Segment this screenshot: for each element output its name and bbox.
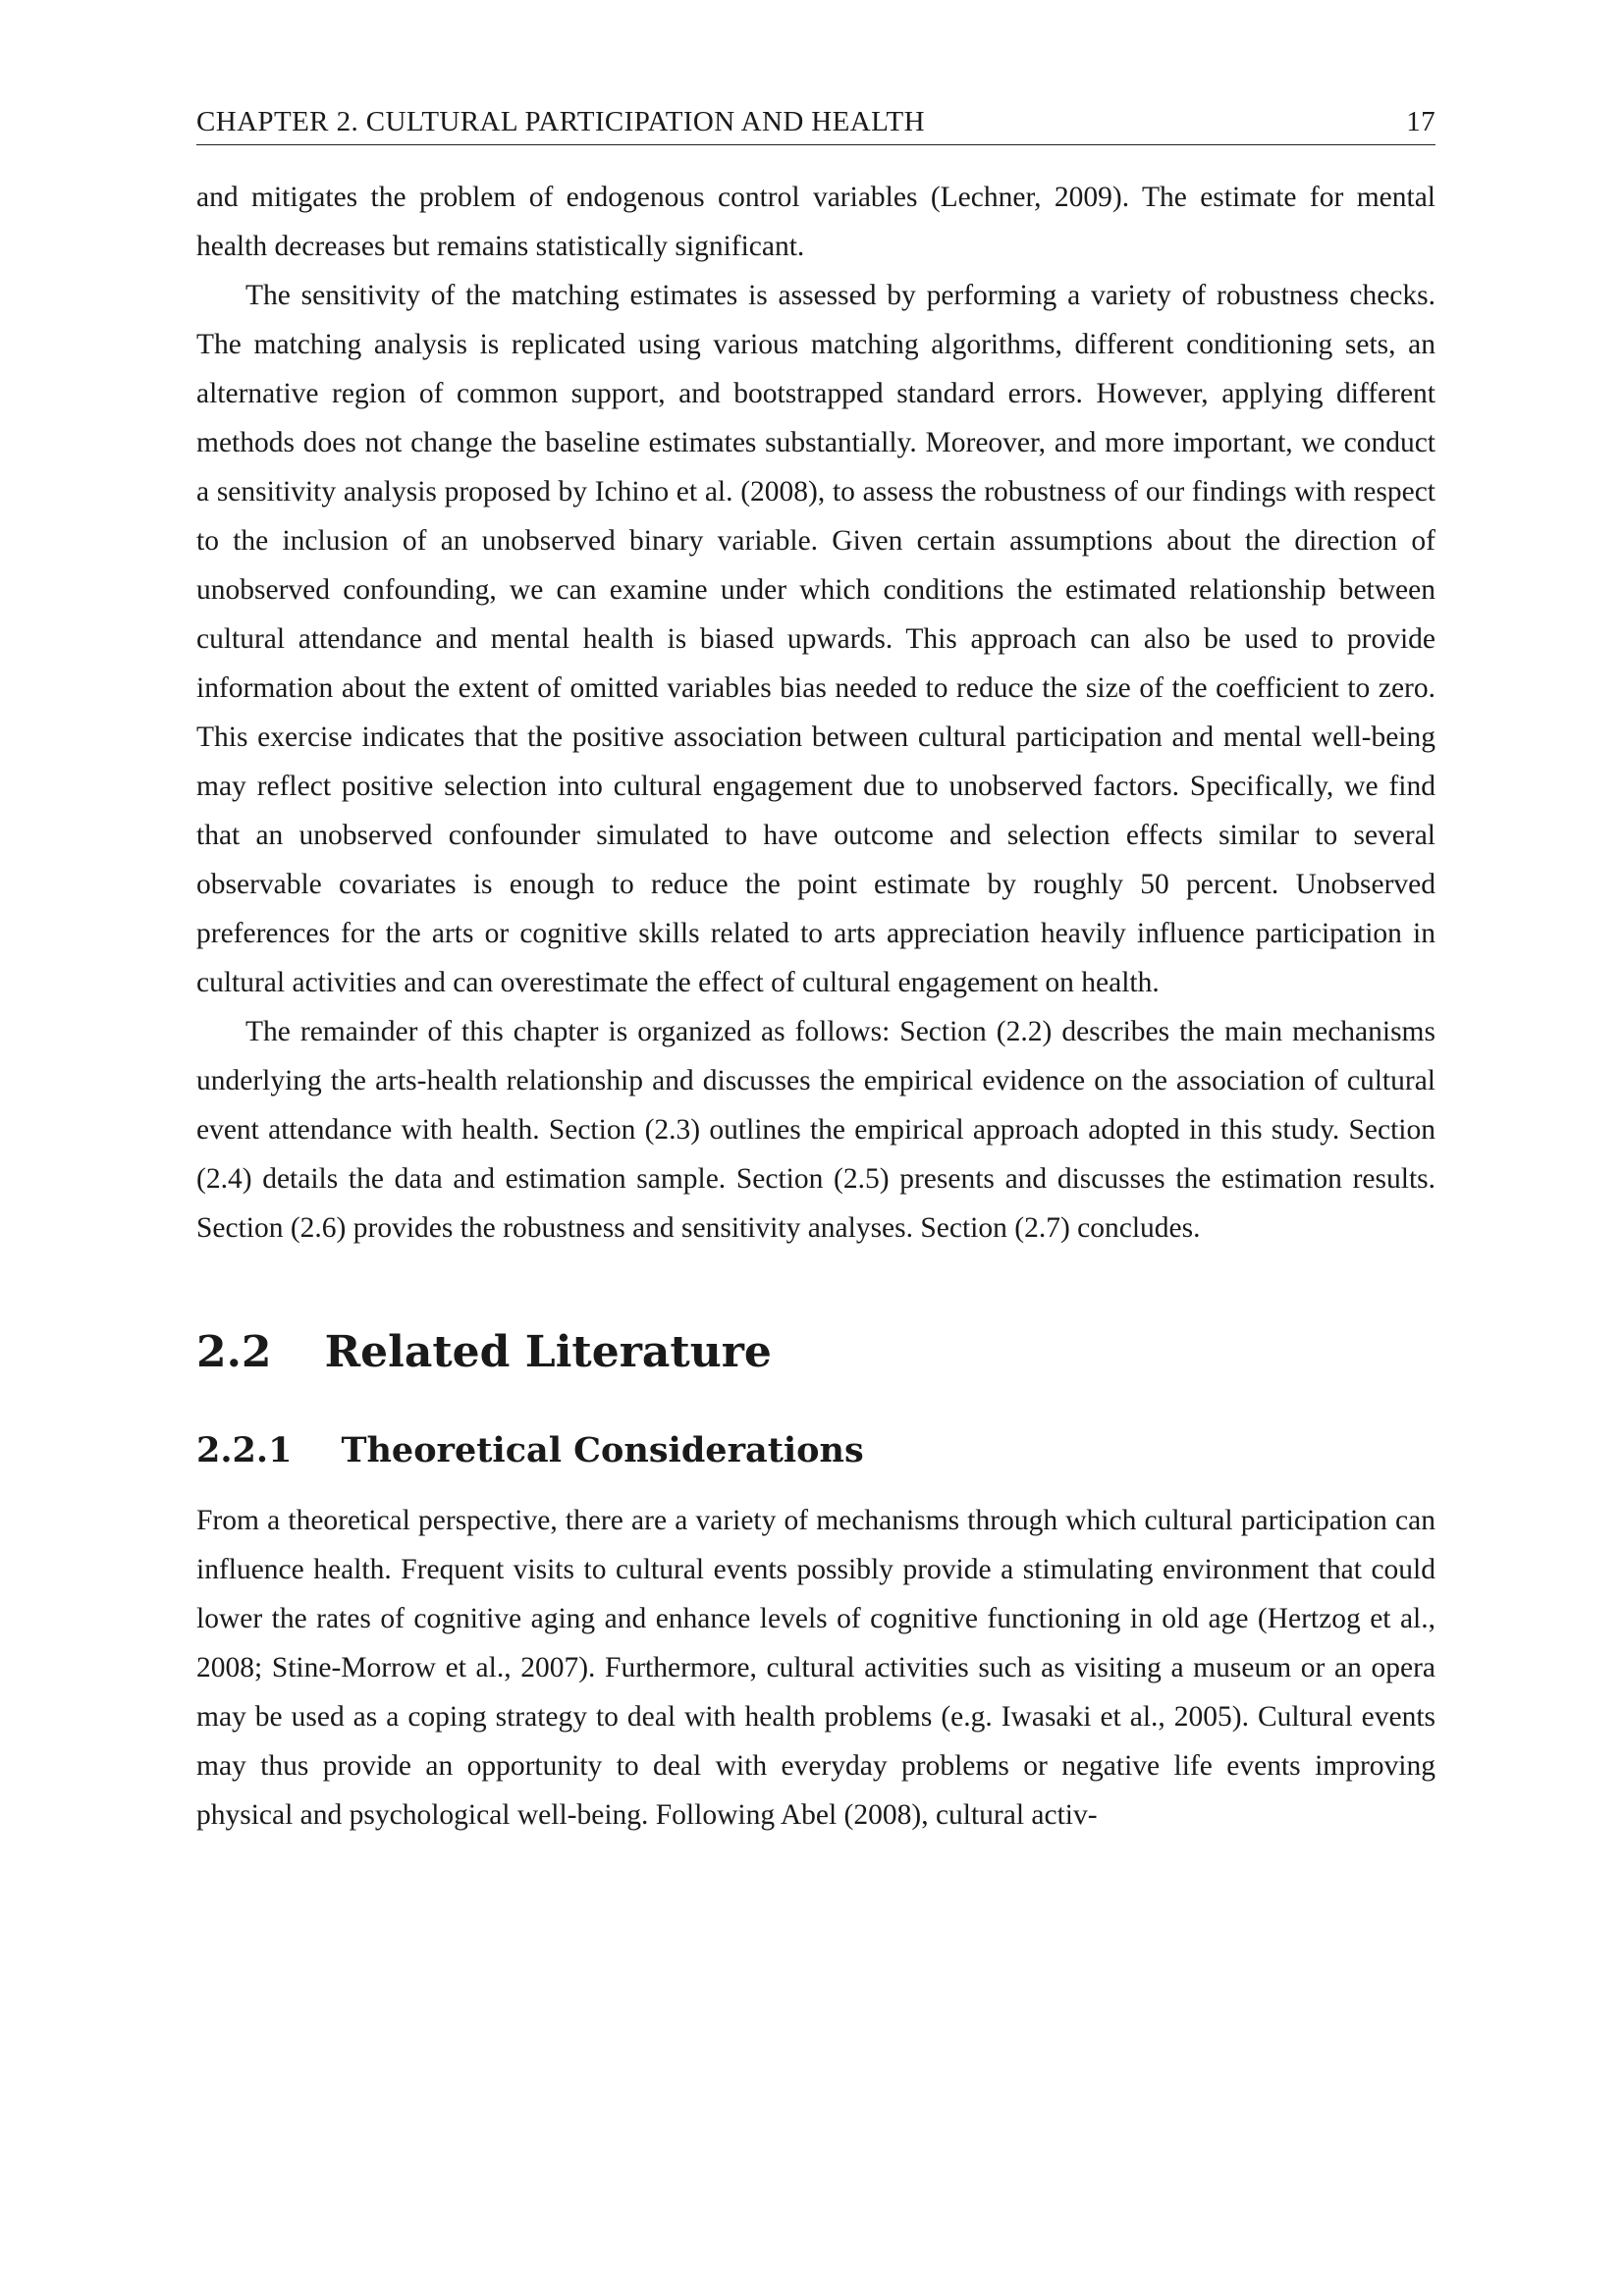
chapter-title: CHAPTER 2. CULTURAL PARTICIPATION AND HEALTH xyxy=(196,106,926,137)
section-number: 2.2 xyxy=(196,1327,272,1377)
paragraph-3: The remainder of this chapter is organized as follows: Section (2.2) describes the main mechanisms underlying the arts-health relationship and discusses the empirical evidence on the association of cultural event attendance with health. Section (2.3) outlines the empirical approach adopted in this study. Section (2.4) details the data and estimation sample. Section (2.5) presents and discusses the estimation results. Section (2.6) provides the robustness and sensitivity analyses. Section (2.7) concludes. xyxy=(196,1016,1435,1244)
page xyxy=(196,106,1435,1840)
section-heading xyxy=(196,1323,1435,1382)
subsection-number: 2.2.1 xyxy=(196,1430,293,1470)
paragraph-2: The sensitivity of the matching estimates is assessed by performing a variety of robustness checks. The matching analysis is replicated using various matching algorithms, different conditioning sets, an alternative region of common support, and bootstrapped standard errors. However, applying different methods does not change the baseline estimates substantially. Moreover, and more important, we conduct a sensitivity analysis proposed by Ichino et al. (2008), to assess the robustness of our findings with respect to the inclusion of an unobserved binary variable. Given certain assumptions about the direction of unobserved confounding, we can examine under which conditions the estimated relationship between cultural attendance and mental health is biased upwards. This approach can also be used to provide information about the extent of omitted variables bias needed to reduce the size of the coefficient to zero. This exercise indicates that the positive association between cultural participation and mental well-being may reflect positive selection into cultural engagement due to unobserved factors. Specifically, we find that an unobserved confounder simulated to have outcome and selection effects similar to several observable covariates is enough to reduce the point estimate by roughly 50 percent. Unobserved preferences for the arts or cognitive skills related to arts appreciation heavily influence participation in cultural activities and can overestimate the effect of cultural engagement on health. xyxy=(196,280,1435,998)
paragraph-4: From a theoretical perspective, there are a variety of mechanisms through which cultural participation can influence health. Frequent visits to cultural events possibly provide a stimulating environment that could lower the rates of cognitive aging and enhance levels of cognitive functioning in old age (Hertzog et al., 2008; Stine-Morrow et al., 2007). Furthermore, cultural activities such as visiting a museum or an opera may be used as a coping strategy to deal with health problems (e.g. Iwasaki et al., 2005). Cultural events may thus provide an opportunity to deal with everyday problems or negative life events improving physical and psychological well-being. Following Abel (2008), cultural activ- xyxy=(196,1505,1435,1831)
subsection-heading xyxy=(196,1427,1435,1474)
subsection-title: Theoretical Considerations xyxy=(341,1430,864,1470)
paragraph-1: and mitigates the problem of endogenous control variables (Lechner, 2009). The estimate for mental health decreases but remains statistically significant. xyxy=(196,182,1435,262)
page-number: 17 xyxy=(1406,106,1435,137)
section-title: Related Literature xyxy=(324,1327,772,1377)
running-header xyxy=(196,106,1435,145)
